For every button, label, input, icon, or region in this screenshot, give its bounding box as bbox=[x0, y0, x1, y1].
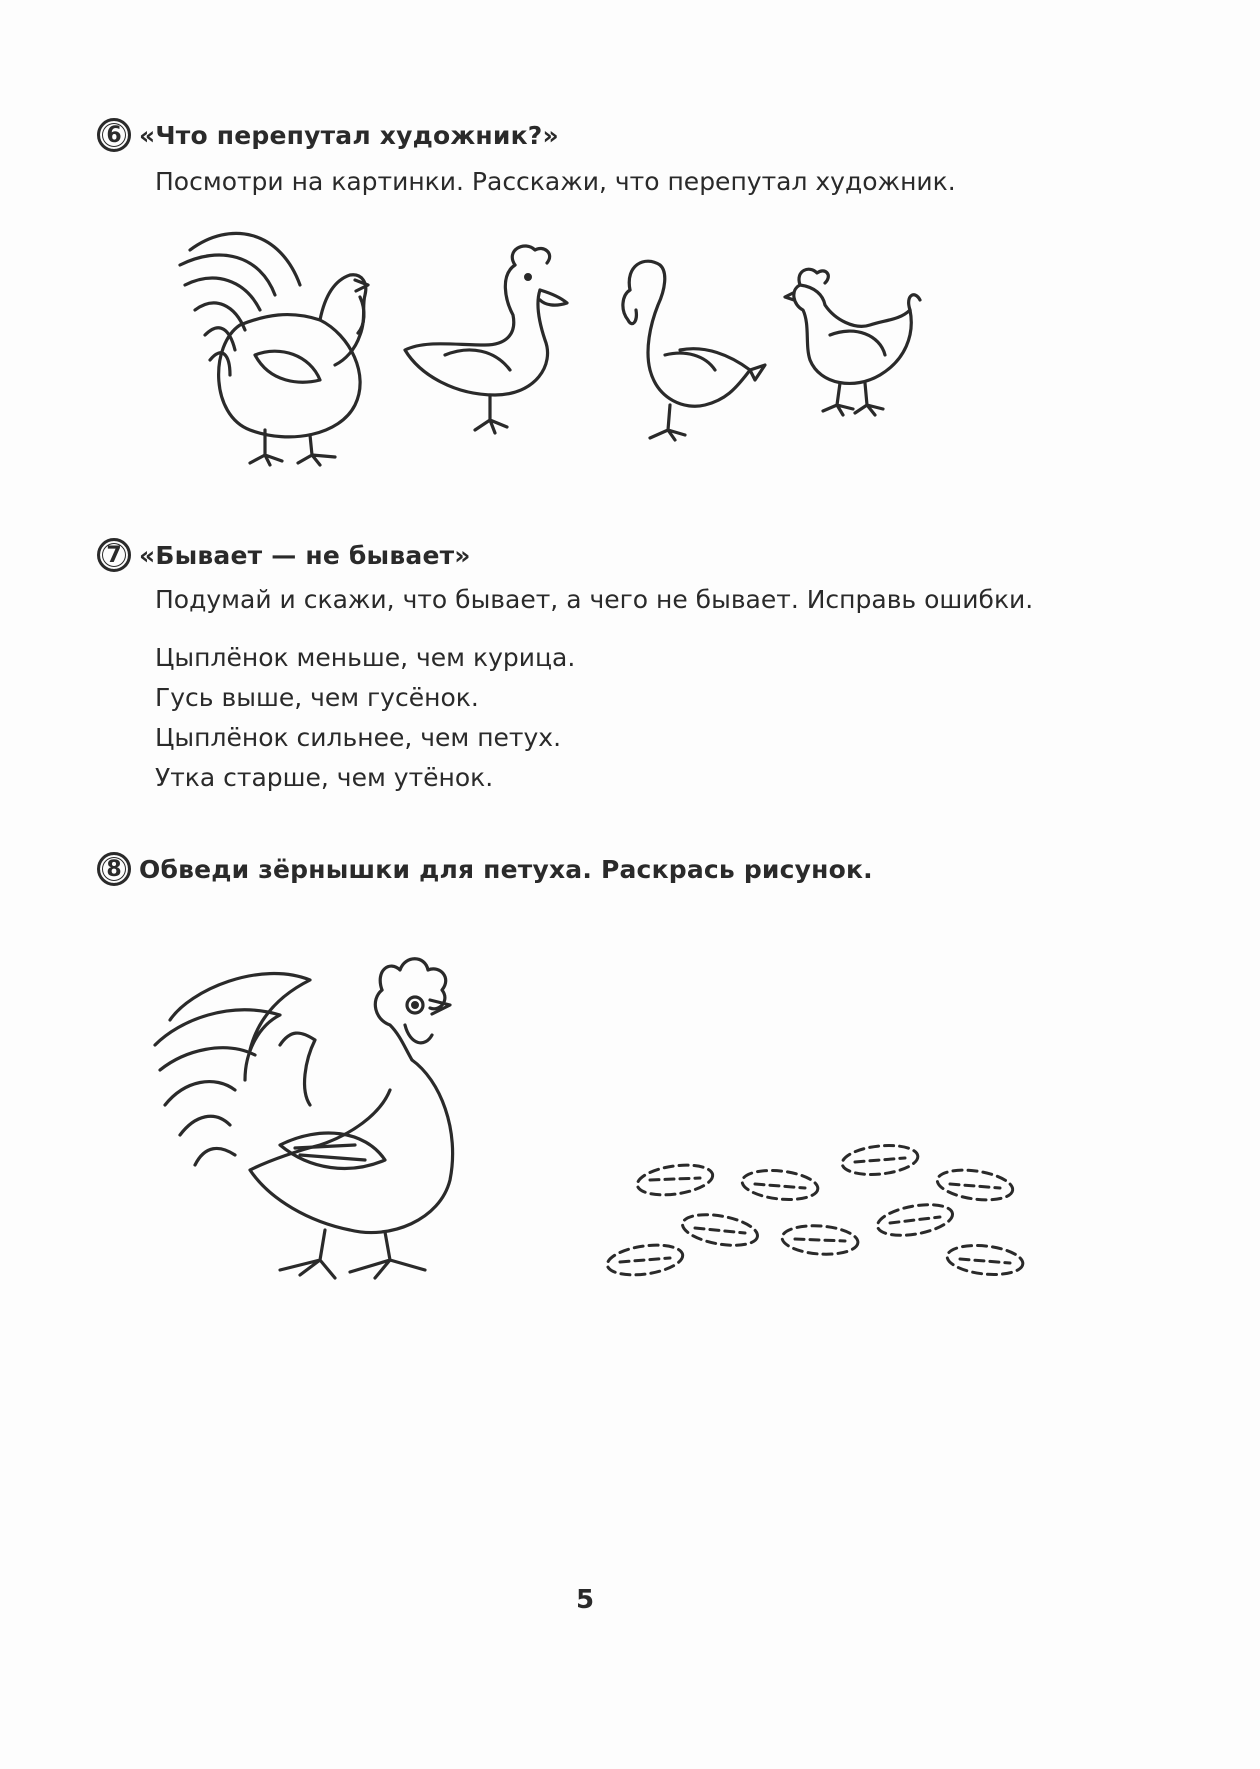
task-title: «Что перепутал художник?» bbox=[139, 120, 559, 150]
grain-dashed-outline[interactable] bbox=[605, 1241, 684, 1279]
task-number-badge: 7 bbox=[97, 538, 131, 572]
duck-with-comb-figure bbox=[405, 246, 567, 433]
hen-figure bbox=[785, 269, 920, 415]
page-number: 5 bbox=[576, 1585, 595, 1615]
task-number-badge: 6 bbox=[97, 118, 131, 152]
statement-line: Гусь выше, чем гусёнок. bbox=[155, 683, 479, 712]
statement-line: Цыплёнок меньше, чем курица. bbox=[155, 643, 576, 672]
statement-line: Цыплёнок сильнее, чем петух. bbox=[155, 723, 562, 752]
grains-tracing-area[interactable] bbox=[600, 1140, 1030, 1300]
task-6-header bbox=[97, 118, 559, 152]
rooster-turkey-figure bbox=[180, 233, 368, 465]
rooster-coloring-illustration[interactable] bbox=[150, 930, 500, 1290]
task-title: «Бывает — не бывает» bbox=[139, 540, 471, 570]
task-6-instruction: Посмотри на картинки. Расскажи, что перепутал художник. bbox=[155, 167, 956, 196]
grain-dashed-outline[interactable] bbox=[946, 1242, 1025, 1278]
goose-with-turkey-head-figure bbox=[623, 261, 765, 440]
task-7-instruction: Подумай и скажи, что бывает, а чего не бывает. Исправь ошибки. bbox=[155, 585, 1034, 614]
grain-dashed-outline[interactable] bbox=[935, 1166, 1014, 1204]
grain-dashed-outline[interactable] bbox=[635, 1161, 714, 1199]
grain-dashed-outline[interactable] bbox=[875, 1200, 955, 1241]
grain-dashed-outline[interactable] bbox=[781, 1223, 859, 1256]
statement-line: Утка старше, чем утёнок. bbox=[155, 763, 494, 792]
task-number-badge: 8 bbox=[97, 852, 131, 886]
grain-dashed-outline[interactable] bbox=[680, 1210, 760, 1251]
mixed-birds-illustration bbox=[170, 225, 1050, 485]
task-title: Обведи зёрнышки для петуха. Раскрась рисунок. bbox=[139, 854, 873, 884]
task-7-statements bbox=[155, 638, 575, 798]
task-7-header bbox=[97, 538, 471, 572]
grain-dashed-outline[interactable] bbox=[741, 1167, 820, 1203]
grain-dashed-outline[interactable] bbox=[841, 1142, 920, 1178]
task-8-header bbox=[97, 852, 873, 886]
